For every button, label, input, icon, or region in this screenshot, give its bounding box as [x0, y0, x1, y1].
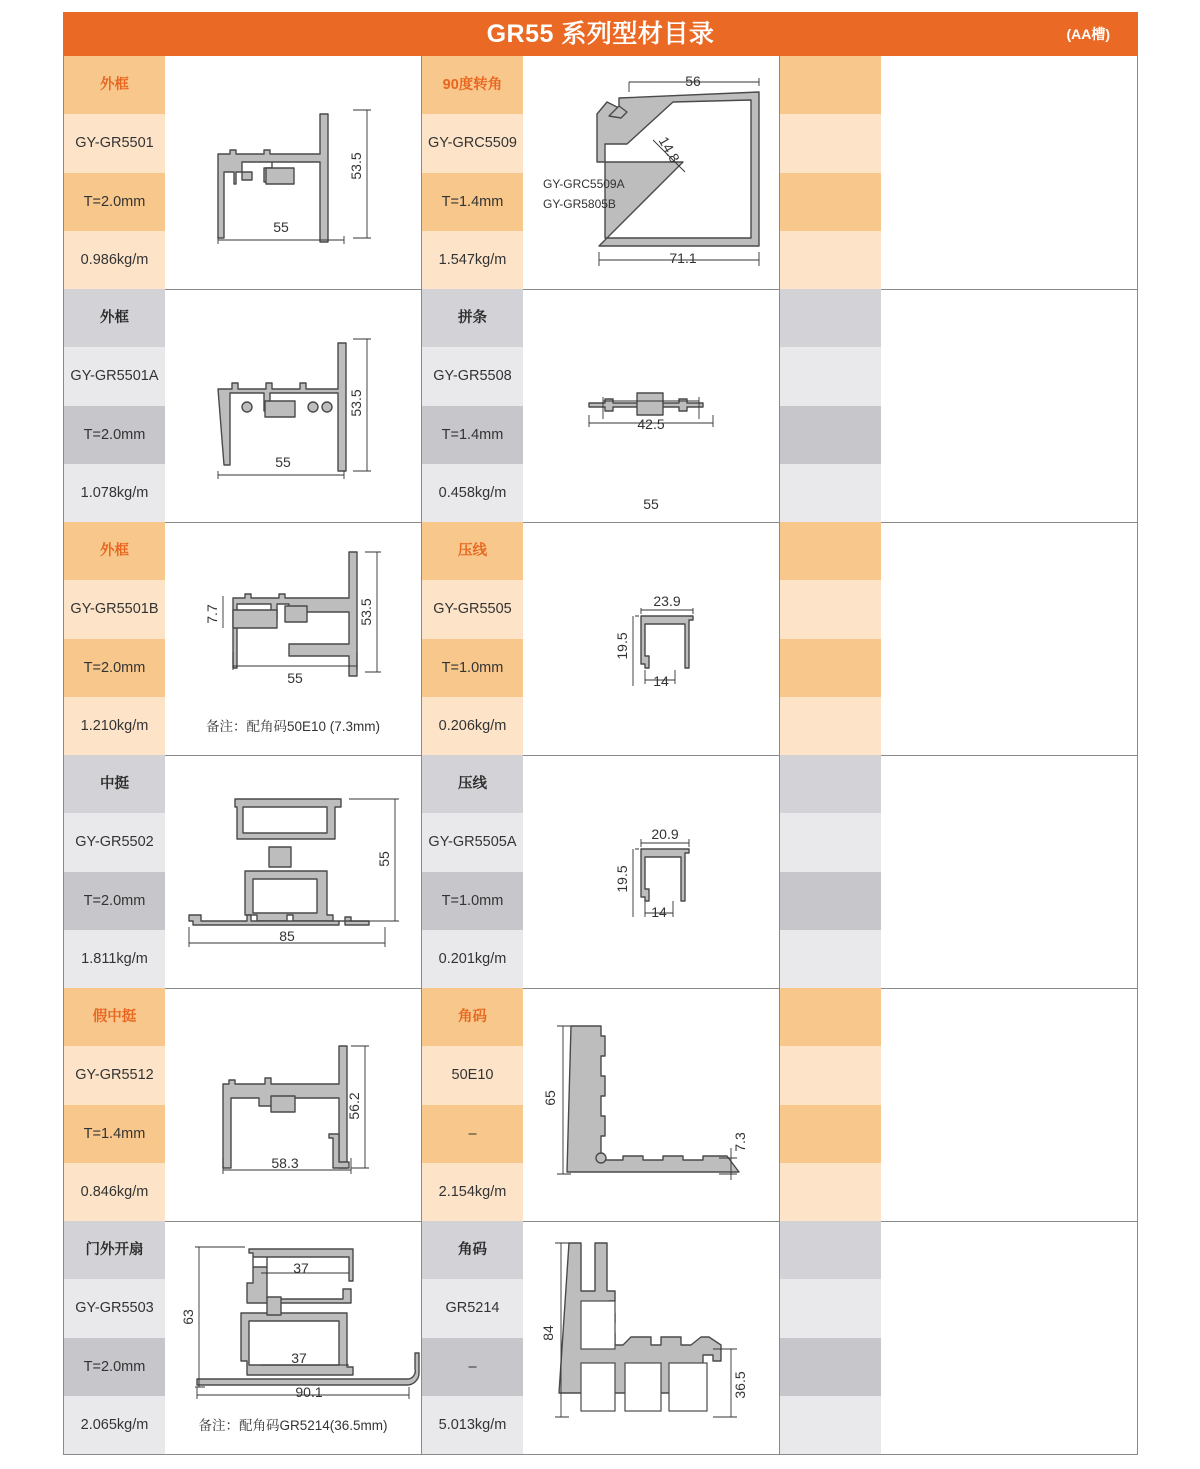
dimension-label: 55 — [273, 219, 289, 235]
profile-card — [63, 522, 421, 755]
profile-spec — [64, 988, 165, 1221]
profile-weight: 2.065kg/m — [64, 1396, 165, 1454]
profile-spec — [422, 755, 523, 988]
profile-note: 备注：配角码50E10 (7.3mm) — [205, 719, 381, 734]
profile-card — [63, 988, 421, 1221]
dimension-label: 53.5 — [358, 598, 374, 626]
profile-code: GY-GR5512 — [64, 1046, 165, 1104]
profile-card — [63, 755, 421, 988]
dimension-label: 37 — [293, 1260, 309, 1276]
profile-drawing — [165, 988, 421, 1221]
profile-name: 90度转角 — [422, 56, 523, 114]
profile-name: 拼条 — [422, 289, 523, 347]
profile-name: 外框 — [64, 289, 165, 347]
profile-code: GY-GR5501A — [64, 347, 165, 405]
profile-thickness: T=2.0mm — [64, 173, 165, 231]
profile-name: 压线 — [422, 522, 523, 580]
profile-code: GY-GR5502 — [64, 813, 165, 871]
profile-drawing — [165, 56, 421, 289]
profile-name: 外框 — [64, 522, 165, 580]
table-row — [63, 56, 1138, 290]
profile-thickness: T=1.0mm — [422, 872, 523, 930]
dimension-label: 56.2 — [346, 1092, 362, 1120]
profile-weight: 1.210kg/m — [64, 697, 165, 755]
profile-drawing — [523, 289, 779, 522]
dimension-label: 14 — [651, 904, 667, 920]
profile-thickness: T=1.4mm — [422, 173, 523, 231]
profile-thickness: T=2.0mm — [64, 872, 165, 930]
page-subtitle: (AA槽) — [1066, 26, 1110, 42]
dimension-label: 19.5 — [614, 865, 630, 893]
profile-drawing — [523, 56, 779, 289]
dimension-label: 56 — [685, 73, 701, 89]
dimension-label: 19.5 — [614, 632, 630, 660]
table-row — [63, 289, 1138, 523]
profile-name: 角码 — [422, 988, 523, 1046]
empty-card — [779, 289, 1138, 522]
dimension-label: 55 — [643, 496, 659, 512]
dimension-label: 42.5 — [637, 416, 665, 432]
empty-card — [779, 755, 1138, 988]
profile-spec — [64, 289, 165, 522]
profile-weight: 5.013kg/m — [422, 1396, 523, 1454]
dimension-label: 37 — [291, 1350, 307, 1366]
dimension-label: 85 — [279, 928, 295, 944]
profile-thickness: T=2.0mm — [64, 639, 165, 697]
profile-thickness: – — [422, 1105, 523, 1163]
profile-card — [421, 56, 779, 289]
empty-spec — [780, 289, 881, 522]
profile-code: GY-GR5501B — [64, 580, 165, 638]
page-title: GR55 系列型材目录 — [486, 20, 715, 48]
profile-drawing — [165, 755, 421, 988]
profile-drawing — [523, 1221, 779, 1454]
profile-spec — [422, 988, 523, 1221]
profile-name: 中挺 — [64, 755, 165, 813]
profile-spec — [64, 1221, 165, 1454]
empty-card — [779, 56, 1138, 289]
dimension-label: 53.5 — [348, 152, 364, 180]
profile-drawing — [523, 988, 779, 1221]
dimension-label: 71.1 — [669, 250, 697, 266]
profile-card — [421, 755, 779, 988]
profile-drawing — [165, 289, 421, 522]
dimension-label: 7.3 — [732, 1132, 748, 1152]
profile-card — [63, 56, 421, 289]
profile-card — [421, 988, 779, 1221]
profile-spec — [64, 522, 165, 755]
empty-spec — [780, 522, 881, 755]
profile-spec — [64, 755, 165, 988]
empty-spec — [780, 1221, 881, 1454]
variant-code: GY-GR5805B — [543, 197, 616, 211]
profile-weight: 0.846kg/m — [64, 1163, 165, 1221]
table-row — [63, 1221, 1138, 1455]
profile-card — [63, 1221, 421, 1454]
empty-card — [779, 522, 1138, 755]
profile-weight: 0.986kg/m — [64, 231, 165, 289]
profile-card — [63, 289, 421, 522]
profile-weight: 1.811kg/m — [64, 930, 165, 988]
profile-thickness: – — [422, 1338, 523, 1396]
profile-name: 角码 — [422, 1221, 523, 1279]
profile-spec — [422, 522, 523, 755]
table-row — [63, 522, 1138, 756]
empty-spec — [780, 988, 881, 1221]
dimension-label: 90.1 — [295, 1384, 323, 1400]
profile-thickness: T=2.0mm — [64, 406, 165, 464]
profile-drawing — [165, 1221, 421, 1454]
dimension-label: 14 — [653, 673, 669, 689]
profile-thickness: T=1.4mm — [422, 406, 523, 464]
dimension-label: 36.5 — [732, 1371, 748, 1399]
profile-spec — [422, 1221, 523, 1454]
variant-code: GY-GRC5509A — [543, 177, 625, 191]
profile-code: GR5214 — [422, 1279, 523, 1337]
profile-code: GY-GR5501 — [64, 114, 165, 172]
profile-weight: 0.206kg/m — [422, 697, 523, 755]
profile-code: GY-GR5508 — [422, 347, 523, 405]
profile-spec — [422, 289, 523, 522]
dimension-label: 23.9 — [653, 593, 681, 609]
profile-card — [421, 522, 779, 755]
dimension-label: 58.3 — [271, 1155, 299, 1171]
profile-name: 假中挺 — [64, 988, 165, 1046]
dimension-label: 63 — [180, 1309, 196, 1325]
profile-code: 50E10 — [422, 1046, 523, 1104]
dimension-label: 55 — [287, 670, 303, 686]
table-row — [63, 755, 1138, 989]
profile-code: GY-GRC5509 — [422, 114, 523, 172]
profile-note: 备注：配角码GR5214(36.5mm) — [198, 1418, 388, 1433]
profile-weight: 1.547kg/m — [422, 231, 523, 289]
dimension-label: 65 — [542, 1090, 558, 1106]
profile-drawing — [165, 522, 421, 755]
table-row — [63, 988, 1138, 1222]
dimension-label: 14.8 — [655, 133, 684, 166]
profile-code: GY-GR5505A — [422, 813, 523, 871]
profile-drawing — [523, 522, 779, 755]
dimension-label: 84 — [540, 1325, 556, 1341]
empty-spec — [780, 56, 881, 289]
profile-name: 外框 — [64, 56, 165, 114]
dimension-label: 53.5 — [348, 389, 364, 417]
profile-weight: 0.458kg/m — [422, 464, 523, 522]
profile-thickness: T=1.0mm — [422, 639, 523, 697]
profile-drawing — [523, 755, 779, 988]
dimension-label: 55 — [275, 454, 291, 470]
dimension-label: 20.9 — [651, 826, 679, 842]
dimension-label: 7.7 — [204, 604, 220, 624]
profile-name: 门外开扇 — [64, 1221, 165, 1279]
empty-spec — [780, 755, 881, 988]
profile-weight: 0.201kg/m — [422, 930, 523, 988]
empty-card — [779, 988, 1138, 1221]
profile-thickness: T=2.0mm — [64, 1338, 165, 1396]
profile-code: GY-GR5505 — [422, 580, 523, 638]
profile-code: GY-GR5503 — [64, 1279, 165, 1337]
dimension-label: 55 — [376, 851, 392, 867]
profile-grid — [63, 56, 1138, 1456]
profile-spec — [64, 56, 165, 289]
empty-card — [779, 1221, 1138, 1454]
profile-spec — [422, 56, 523, 289]
profile-card — [421, 289, 779, 522]
profile-weight: 1.078kg/m — [64, 464, 165, 522]
profile-thickness: T=1.4mm — [64, 1105, 165, 1163]
catalog-header — [63, 12, 1138, 56]
profile-name: 压线 — [422, 755, 523, 813]
profile-weight: 2.154kg/m — [422, 1163, 523, 1221]
profile-card — [421, 1221, 779, 1454]
